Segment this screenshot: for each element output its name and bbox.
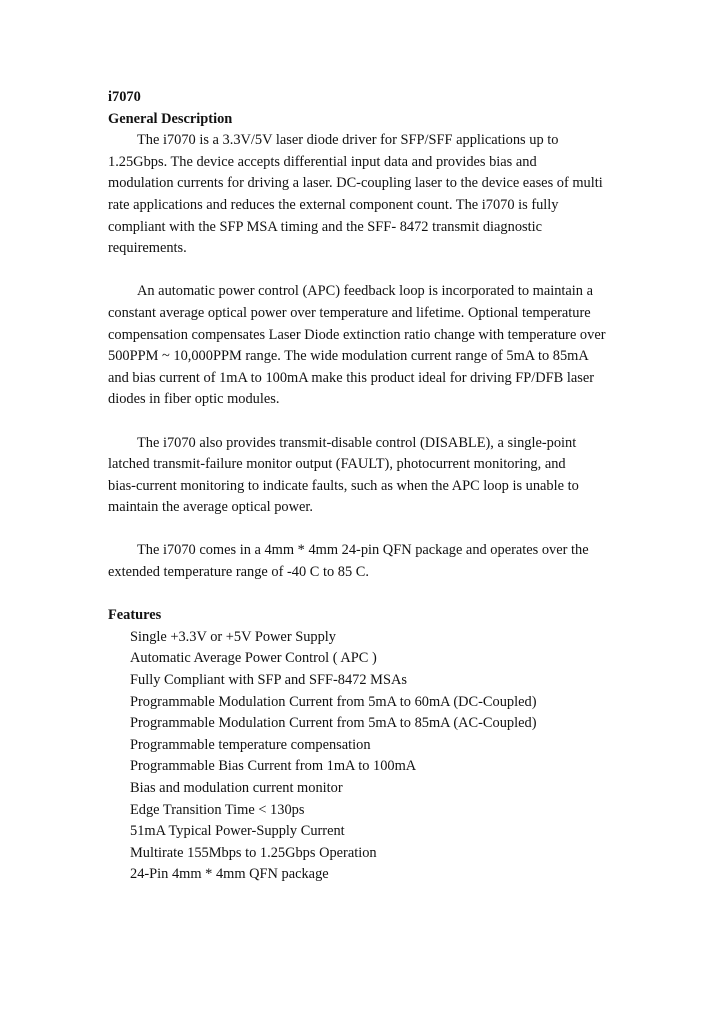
paragraph-line: diodes in fiber optic modules.	[108, 391, 280, 408]
feature-item: Single +3.3V or +5V Power Supply	[130, 628, 336, 645]
paragraph-line: constant average optical power over temperature and lifetime. Optional temperature	[108, 304, 591, 321]
paragraph-line: compensation compensates Laser Diode extinction ratio change with temperature over	[108, 326, 606, 343]
paragraph-line: bias-current monitoring to indicate faults, such as when the APC loop is unable to	[108, 477, 579, 494]
paragraph-4	[108, 540, 628, 583]
feature-item: 51mA Typical Power-Supply Current	[130, 823, 345, 840]
paragraph-spacer	[108, 260, 628, 282]
paragraph-line: The i7070 comes in a 4mm * 4mm 24-pin QFN package and operates over the	[137, 542, 589, 559]
features-list	[108, 627, 628, 886]
document-page	[108, 87, 628, 886]
paragraph-spacer	[108, 519, 628, 541]
paragraph-2	[108, 281, 628, 411]
paragraph-spacer	[108, 584, 628, 606]
feature-item: Multirate 155Mbps to 1.25Gbps Operation	[130, 844, 377, 861]
feature-item: Programmable Modulation Current from 5mA to 60mA (DC-Coupled)	[130, 693, 537, 710]
paragraph-line: rate applications and reduces the external component count. The i7070 is fully	[108, 196, 559, 213]
paragraph-3	[108, 433, 628, 519]
paragraph-line: modulation currents for driving a laser. DC-coupling laser to the device eases of multi	[108, 175, 603, 192]
paragraph-line: 1.25Gbps. The device accepts differential input data and provides bias and	[108, 153, 537, 170]
part-number-heading: i7070	[108, 89, 141, 105]
paragraph-line: 500PPM ~ 10,000PPM range. The wide modulation current range of 5mA to 85mA	[108, 348, 589, 365]
feature-item: Programmable Bias Current from 1mA to 100mA	[130, 758, 417, 775]
general-description-heading: General Description	[108, 110, 233, 127]
paragraph-line: The i7070 also provides transmit-disable control (DISABLE), a single-point	[137, 434, 577, 451]
paragraph-spacer	[108, 411, 628, 433]
paragraph-line: maintain the average optical power.	[108, 499, 313, 516]
feature-item: Fully Compliant with SFP and SFF-8472 MSAs	[130, 672, 407, 689]
paragraph-line: latched transmit-failure monitor output (FAULT), photocurrent monitoring, and	[108, 456, 566, 473]
paragraph-line: extended temperature range of -40 C to 85 C.	[108, 564, 369, 581]
paragraph-1	[108, 130, 628, 260]
feature-item: Automatic Average Power Control ( APC )	[130, 650, 377, 667]
feature-item: Bias and modulation current monitor	[130, 780, 343, 796]
feature-item: Edge Transition Time < 130ps	[130, 801, 305, 818]
feature-item: Programmable temperature compensation	[130, 736, 371, 753]
paragraph-line: compliant with the SFP MSA timing and the SFF- 8472 transmit diagnostic	[108, 218, 542, 235]
paragraph-line: The i7070 is a 3.3V/5V laser diode driver for SFP/SFF applications up to	[137, 132, 559, 149]
feature-item: Programmable Modulation Current from 5mA to 85mA (AC-Coupled)	[130, 715, 537, 732]
paragraph-line: requirements.	[108, 240, 187, 257]
features-heading: Features	[108, 607, 162, 624]
feature-item: 24-Pin 4mm * 4mm QFN package	[130, 866, 329, 883]
paragraph-line: and bias current of 1mA to 100mA make this product ideal for driving FP/DFB laser	[108, 369, 595, 386]
paragraph-line: An automatic power control (APC) feedback loop is incorporated to maintain a	[137, 283, 593, 300]
